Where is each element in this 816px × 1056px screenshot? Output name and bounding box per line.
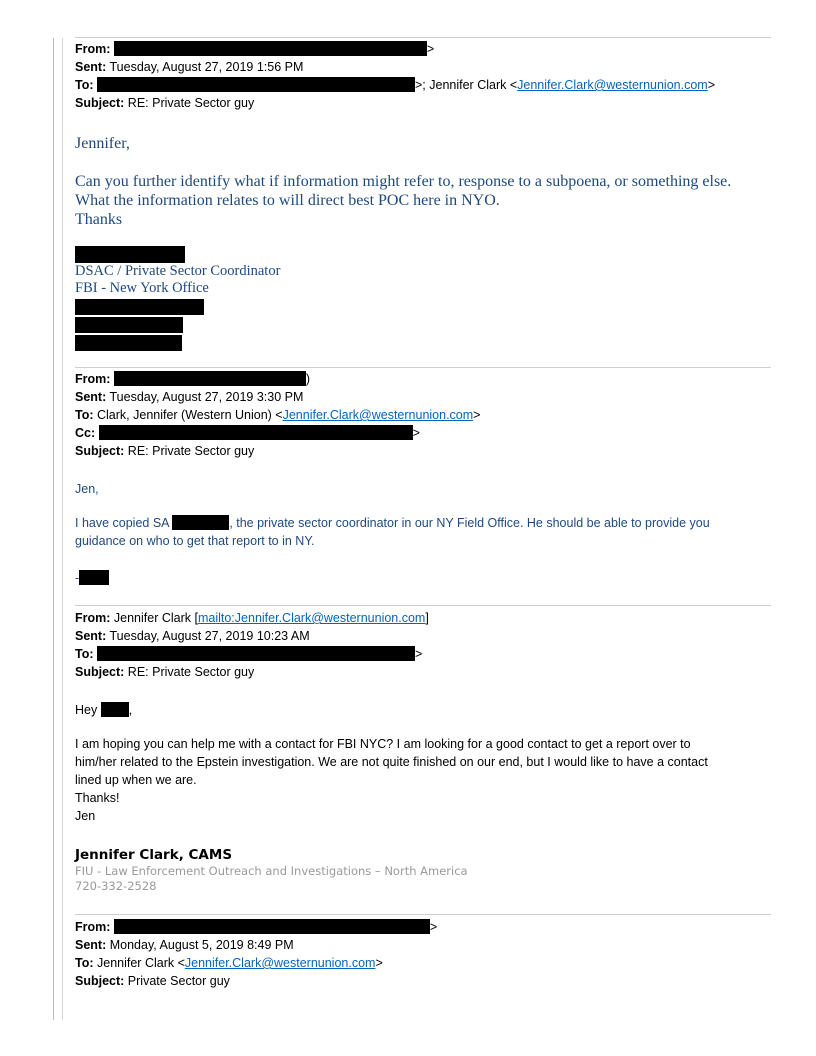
signoff-dash: - — [75, 571, 80, 585]
redaction-bar — [97, 646, 415, 661]
header-to — [75, 954, 771, 972]
message-separator — [75, 914, 771, 915]
header-subject — [75, 972, 771, 990]
message-separator — [75, 605, 771, 606]
header-subject — [75, 442, 771, 460]
sent-value: Tuesday, August 27, 2019 1:56 PM — [109, 60, 304, 74]
from-label: From: — [75, 920, 111, 934]
header-from — [75, 609, 771, 627]
header-sent — [75, 936, 771, 954]
subject-value: RE: Private Sector guy — [127, 96, 255, 110]
message-body — [75, 172, 731, 229]
to-label: To: — [75, 647, 94, 661]
email-link[interactable]: Jennifer.Clark@westernunion.com — [184, 956, 376, 970]
redaction-bar — [114, 371, 306, 386]
subject-label: Subject: — [75, 444, 125, 458]
header-sent — [75, 388, 771, 406]
header-subject — [75, 94, 771, 112]
redaction-bar — [75, 246, 185, 263]
sent-value: Tuesday, August 27, 2019 3:30 PM — [109, 390, 304, 404]
to-value-end: > — [375, 956, 383, 970]
signature-block — [75, 246, 280, 351]
signature-block — [75, 846, 468, 894]
to-value-end: > — [473, 408, 481, 422]
signature-title: FIU - Law Enforcement Outreach and Investigations – North America — [75, 864, 468, 878]
mailto-link[interactable]: mailto:Jennifer.Clark@westernunion.com — [197, 611, 426, 625]
sent-label: Sent: — [75, 60, 107, 74]
sent-label: Sent: — [75, 938, 107, 952]
quote-bar-outer — [53, 38, 54, 1020]
body-text: I have copied SA — [75, 516, 169, 530]
from-value-end: ] — [425, 611, 429, 625]
body-line: him/her related to the Epstein investigation. We are not quite finished on our end, but I would like to have a contact — [75, 755, 708, 769]
email-message-2 — [75, 370, 771, 585]
signature-office: FBI - New York Office — [75, 280, 209, 296]
subject-label: Subject: — [75, 665, 125, 679]
email-message-1 — [75, 40, 771, 296]
redaction-bar — [99, 425, 413, 440]
from-label: From: — [75, 372, 111, 386]
from-value: > — [426, 42, 435, 56]
email-message-3 — [75, 609, 771, 893]
message-body — [75, 514, 710, 550]
cc-value: > — [412, 426, 420, 440]
to-value: Jennifer Clark < — [97, 956, 185, 970]
signoff — [75, 569, 109, 587]
body-line: Can you further identify what if information might refer to, response to a subpoena, or something else. — [75, 173, 732, 190]
redaction-bar — [79, 570, 109, 585]
to-value: >; Jennifer Clark < — [415, 78, 518, 92]
body-line: Thanks — [75, 211, 123, 228]
to-label: To: — [75, 956, 94, 970]
greeting — [75, 701, 132, 719]
email-message-4 — [75, 918, 771, 990]
redaction-bar — [101, 702, 129, 717]
to-label: To: — [75, 408, 94, 422]
to-value: > — [415, 647, 423, 661]
to-value: Clark, Jennifer (Western Union) < — [97, 408, 283, 422]
greeting-text: Hey — [75, 703, 98, 717]
from-label: From: — [75, 42, 111, 56]
body-line: I am hoping you can help me with a contact for FBI NYC? I am looking for a good contact to get a report over to — [75, 737, 691, 751]
signature-title: DSAC / Private Sector Coordinator — [75, 263, 281, 279]
redaction-bar — [75, 335, 182, 351]
cc-label: Cc: — [75, 426, 96, 440]
body-line: What the information relates to will direct best POC here in NYO. — [75, 192, 500, 209]
sent-label: Sent: — [75, 390, 107, 404]
body-line — [75, 514, 710, 532]
redaction-bar — [114, 41, 427, 56]
to-value-end: > — [707, 78, 716, 92]
message-separator — [75, 37, 771, 38]
body-line: Thanks! — [75, 791, 120, 805]
greeting-comma: , — [128, 703, 133, 717]
redaction-bar — [114, 919, 430, 934]
sent-value: Tuesday, August 27, 2019 10:23 AM — [109, 629, 310, 643]
subject-value: RE: Private Sector guy — [127, 444, 255, 458]
email-link[interactable]: Jennifer.Clark@westernunion.com — [282, 408, 474, 422]
header-to — [75, 645, 771, 663]
body-text: , the private sector coordinator in our NY Field Office. He should be able to provide you — [229, 516, 710, 530]
email-link[interactable]: Jennifer.Clark@westernunion.com — [517, 78, 708, 92]
redaction-bar — [75, 317, 183, 333]
message-body — [75, 735, 708, 825]
subject-value: RE: Private Sector guy — [127, 665, 255, 679]
redaction-bar — [75, 299, 204, 315]
sent-label: Sent: — [75, 629, 107, 643]
redaction-bar — [172, 515, 229, 530]
from-value: ) — [305, 372, 311, 386]
subject-value: Private Sector guy — [127, 974, 230, 988]
from-value: > — [429, 920, 438, 934]
header-cc — [75, 424, 771, 442]
to-label: To: — [75, 78, 94, 92]
header-subject — [75, 663, 771, 681]
body-line: Jen — [75, 809, 96, 823]
greeting: Jennifer, — [75, 135, 130, 152]
body-line: lined up when we are. — [75, 773, 197, 787]
header-sent — [75, 58, 771, 76]
header-from — [75, 918, 771, 936]
message-separator — [75, 367, 771, 368]
header-sent — [75, 627, 771, 645]
body-line: guidance on who to get that report to in NY. — [75, 534, 315, 548]
quote-bar-inner — [62, 38, 63, 1020]
subject-label: Subject: — [75, 96, 125, 110]
header-to — [75, 76, 771, 94]
header-to — [75, 406, 771, 424]
from-value: Jennifer Clark [ — [113, 611, 198, 625]
from-label: From: — [75, 611, 111, 625]
redaction-bar — [97, 77, 415, 92]
sent-value: Monday, August 5, 2019 8:49 PM — [109, 938, 294, 952]
header-from — [75, 40, 771, 58]
signature-phone: 720-332-2528 — [75, 879, 157, 893]
header-from — [75, 370, 771, 388]
subject-label: Subject: — [75, 974, 125, 988]
greeting: Jen, — [75, 482, 99, 496]
signature-name: Jennifer Clark, CAMS — [75, 847, 233, 863]
